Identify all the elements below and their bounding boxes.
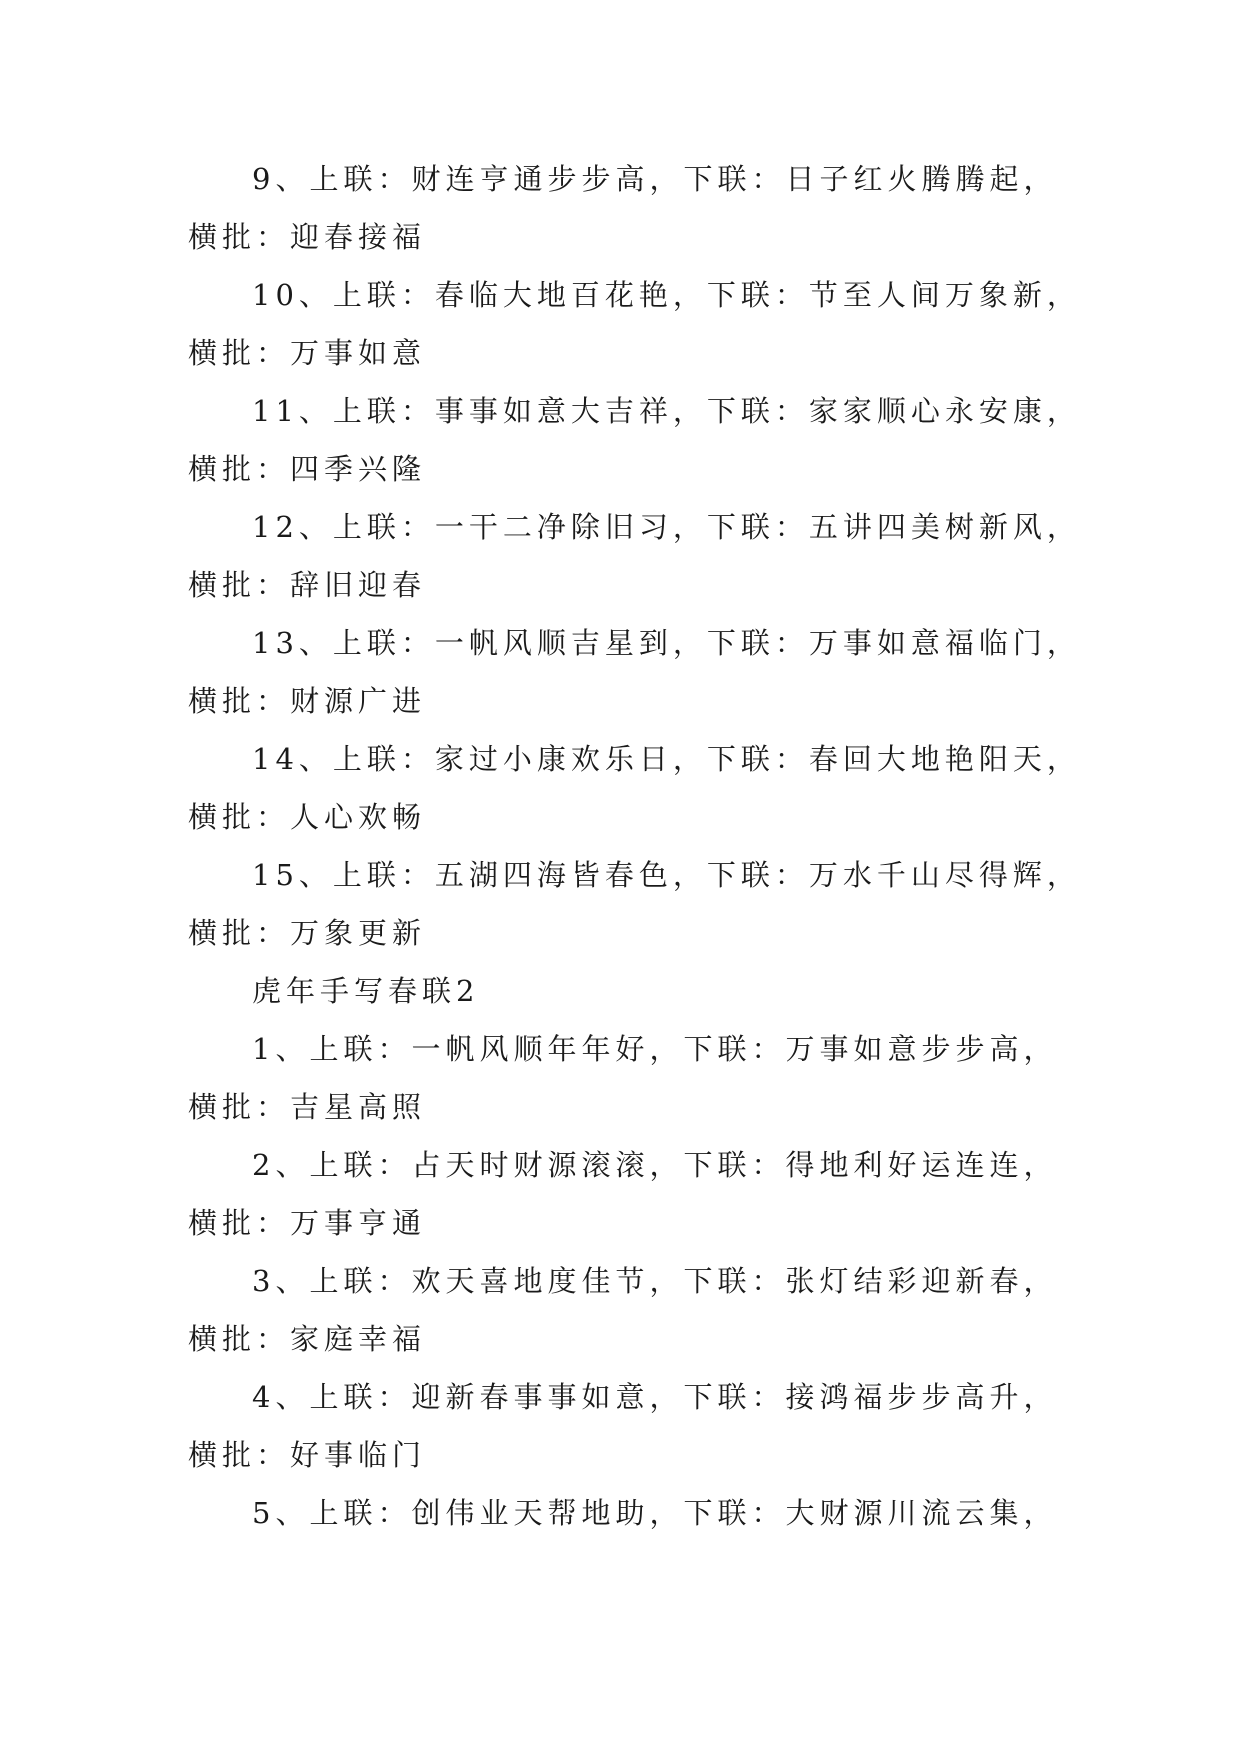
couplet-line: 1、上联：一帆风顺年年好，下联：万事如意步步高， [252,1032,1058,1066]
couplet-horizontal-scroll: 横批：财源广进 [188,684,427,718]
couplet-line: 3、上联：欢天喜地度佳节，下联：张灯结彩迎新春， [252,1264,1058,1298]
couplet-entry [188,1136,1068,1252]
couplet-horizontal-scroll: 横批：迎春接福 [188,220,427,254]
couplet-line: 12、上联：一干二净除旧习，下联：五讲四美树新风， [252,510,1081,544]
couplet-entry [188,1252,1068,1368]
couplet-horizontal-scroll: 横批：吉星高照 [188,1090,427,1124]
couplet-line: 4、上联：迎新春事事如意，下联：接鸿福步步高升， [252,1380,1058,1414]
couplet-line: 14、上联：家过小康欢乐日，下联：春回大地艳阳天， [252,742,1081,776]
couplet-entry [188,1368,1068,1484]
couplet-line: 2、上联：占天时财源滚滚，下联：得地利好运连连， [252,1148,1058,1182]
couplet-entry [188,1020,1068,1136]
couplet-entry [188,498,1081,614]
couplet-line: 9、上联：财连亨通步步高，下联：日子红火腾腾起， [252,162,1058,196]
couplet-line: 10、上联：春临大地百花艳，下联：节至人间万象新， [252,278,1081,312]
couplet-horizontal-scroll: 横批：人心欢畅 [188,800,427,834]
couplet-line: 15、上联：五湖四海皆春色，下联：万水千山尽得辉， [252,858,1081,892]
couplet-entry [188,150,1068,266]
couplet-line: 11、上联：事事如意大吉祥，下联：家家顺心永安康， [252,394,1081,428]
document-body [188,150,1081,1542]
couplet-entry [188,614,1081,730]
couplet-entry [188,1484,1068,1542]
couplet-line: 13、上联：一帆风顺吉星到，下联：万事如意福临门， [252,626,1081,660]
section-heading: 虎年手写春联2 [252,974,480,1008]
couplet-entry [188,266,1081,382]
couplet-horizontal-scroll: 横批：辞旧迎春 [188,568,427,602]
couplet-entry [188,846,1081,962]
couplet-horizontal-scroll: 横批：好事临门 [188,1438,427,1472]
couplet-horizontal-scroll: 横批：家庭幸福 [188,1322,427,1356]
couplet-horizontal-scroll: 横批：万象更新 [188,916,427,950]
couplet-entry [188,382,1081,498]
couplet-horizontal-scroll: 横批：四季兴隆 [188,452,427,486]
couplet-horizontal-scroll: 横批：万事亨通 [188,1206,427,1240]
couplet-line: 5、上联：创伟业天帮地助，下联：大财源川流云集， [252,1496,1058,1530]
couplet-entry [188,730,1081,846]
couplet-horizontal-scroll: 横批：万事如意 [188,336,427,370]
